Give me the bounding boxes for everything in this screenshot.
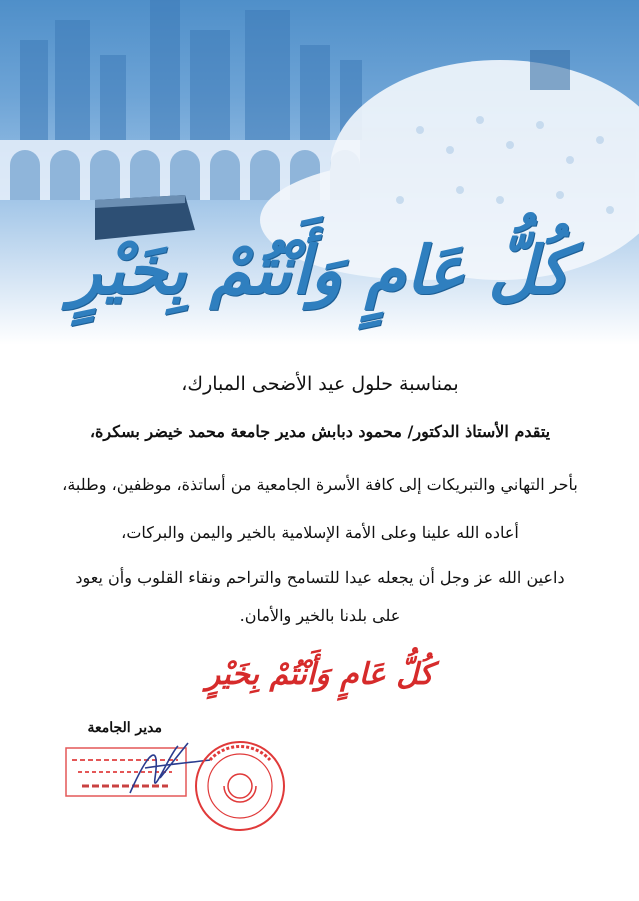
sender-line: يتقدم الأستاذ الدكتور/ محمود دبابش مدير جامعة محمد خيضر بسكرة،	[89, 422, 551, 441]
signature-title: مدير الجامعة	[87, 720, 162, 736]
prayer-line-3: على بلدنا بالخير والأمان.	[239, 606, 401, 625]
greeting-letter	[40, 365, 600, 629]
signature-block	[60, 738, 290, 838]
closing-greeting-calligraphy: كُلُّ عَامٍ وَأَنْتُمْ بِخَيْرٍ	[205, 657, 434, 692]
prayer-line-2: داعين الله عز وجل أن يجعله عيدا للتسامح والتراحم ونقاء القلوب وأن يعود	[75, 568, 565, 587]
wishes-line: بأحر التهاني والتبريكات إلى كافة الأسرة الجامعية من أساتذة، موظفين، وطلبة،	[62, 475, 578, 494]
prayer-line-1: أعاده الله علينا وعلى الأمة الإسلامية بالخير واليمن والبركات،	[121, 523, 519, 542]
rectangular-stamp	[66, 748, 186, 796]
header-banner	[0, 0, 639, 345]
occasion-line: بمناسبة حلول عيد الأضحى المبارك،	[181, 373, 459, 395]
eid-greeting-calligraphy: كُلُّ عَامٍ وَأَنْتُمْ بِخَيْرٍ	[69, 232, 570, 309]
round-seal	[196, 742, 284, 830]
